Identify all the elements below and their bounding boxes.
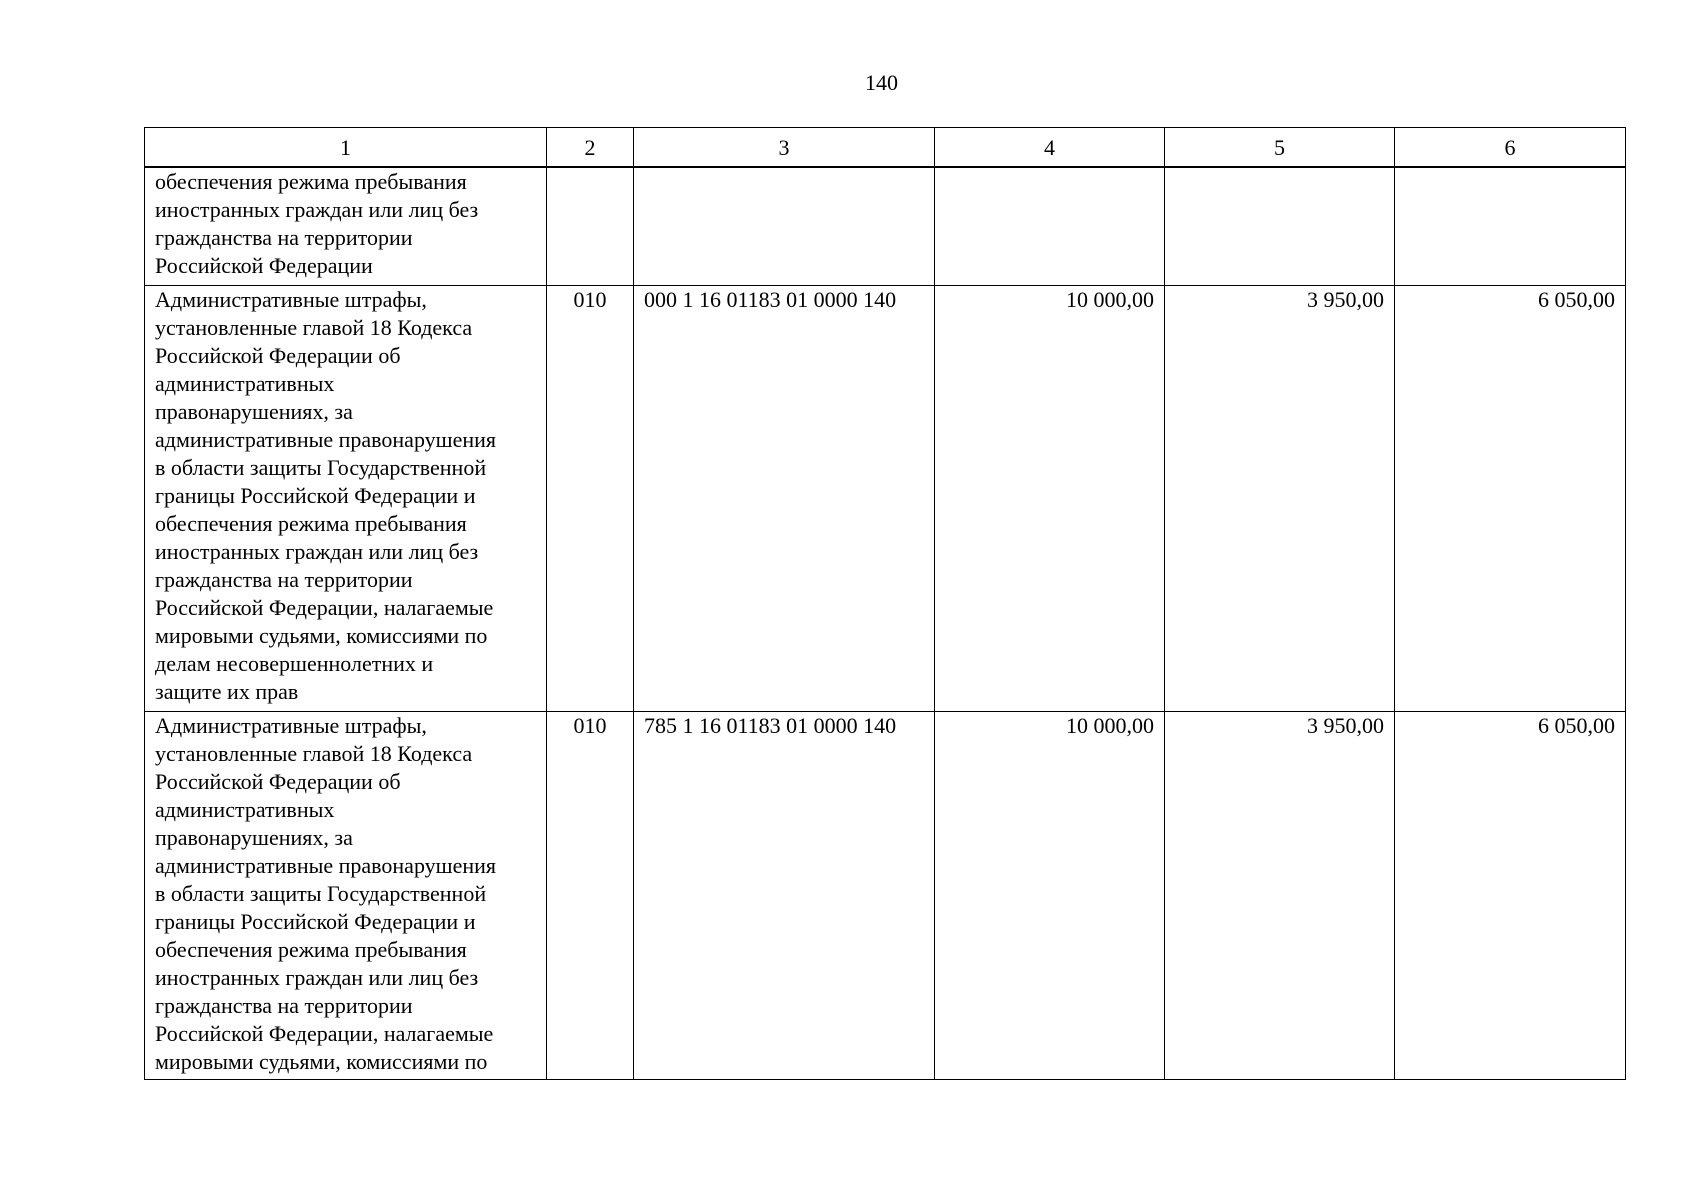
unexecuted-amount-cell: 6 050,00 xyxy=(1395,712,1626,1080)
approved-amount-cell: 10 000,00 xyxy=(935,286,1165,712)
revenue-name-line: правонарушениях, за xyxy=(155,399,353,424)
revenue-name-line: гражданства на территории xyxy=(155,225,413,250)
revenue-name-line: иностранных граждан или лиц без xyxy=(155,197,479,222)
revenue-name-line: иностранных граждан или лиц без xyxy=(155,965,479,990)
revenue-name-line: административные правонарушения xyxy=(155,853,497,878)
revenue-name-line: Административные штрафы, xyxy=(155,287,427,312)
budget-code-cell: 785 1 16 01183 01 0000 140 xyxy=(634,712,935,1080)
header-cell-2: 2 xyxy=(547,128,634,168)
line-code-cell: 010 xyxy=(547,712,634,1080)
budget-table xyxy=(144,127,1626,1080)
revenue-name-line: границы Российской Федерации и xyxy=(155,909,476,934)
table-row xyxy=(145,712,1626,1080)
header-cell-3: 3 xyxy=(634,128,935,168)
revenue-name-line: защите их прав xyxy=(155,679,299,704)
revenue-name-line: правонарушениях, за xyxy=(155,825,353,850)
budget-code-cell xyxy=(634,167,935,286)
header-cell-4: 4 xyxy=(935,128,1165,168)
revenue-name-line: обеспечения режима пребывания xyxy=(155,169,467,194)
executed-amount-cell: 3 950,00 xyxy=(1165,286,1395,712)
revenue-name-line: гражданства на территории xyxy=(155,993,413,1018)
revenue-name-line: административные правонарушения xyxy=(155,427,497,452)
executed-amount-cell: 3 950,00 xyxy=(1165,712,1395,1080)
revenue-name-line: административных xyxy=(155,797,335,822)
table-row xyxy=(145,167,1626,286)
approved-amount-cell xyxy=(935,167,1165,286)
revenue-name-line: Российской Федерации xyxy=(155,253,373,278)
unexecuted-amount-cell: 6 050,00 xyxy=(1395,286,1626,712)
table-row xyxy=(145,286,1626,712)
line-code-cell xyxy=(547,167,634,286)
revenue-name-cell xyxy=(145,286,547,712)
revenue-name-line: обеспечения режима пребывания xyxy=(155,511,467,536)
revenue-name-line: мировыми судьями, комиссиями по xyxy=(155,1049,488,1074)
table-body xyxy=(145,167,1626,1080)
unexecuted-amount-cell xyxy=(1395,167,1626,286)
revenue-name-line: Российской Федерации об xyxy=(155,769,401,794)
revenue-name-cell xyxy=(145,712,547,1080)
header-cell-5: 5 xyxy=(1165,128,1395,168)
revenue-name-line: иностранных граждан или лиц без xyxy=(155,539,479,564)
revenue-name-line: гражданства на территории xyxy=(155,567,413,592)
header-row xyxy=(145,128,1626,168)
revenue-name-line: делам несовершеннолетних и xyxy=(155,651,434,676)
revenue-name-line: в области защиты Государственной xyxy=(155,881,487,906)
revenue-name-line: Административные штрафы, xyxy=(155,713,427,738)
revenue-name-line: установленные главой 18 Кодекса xyxy=(155,741,473,766)
revenue-name-line: установленные главой 18 Кодекса xyxy=(155,315,473,340)
revenue-name-line: Российской Федерации, налагаемые xyxy=(155,595,494,620)
revenue-name-line: границы Российской Федерации и xyxy=(155,483,476,508)
revenue-name-cell xyxy=(145,167,547,286)
revenue-name-line: обеспечения режима пребывания xyxy=(155,937,467,962)
budget-code-cell: 000 1 16 01183 01 0000 140 xyxy=(634,286,935,712)
header-cell-6: 6 xyxy=(1395,128,1626,168)
approved-amount-cell: 10 000,00 xyxy=(935,712,1165,1080)
revenue-name-line: Российской Федерации об xyxy=(155,343,401,368)
revenue-name-line: мировыми судьями, комиссиями по xyxy=(155,623,488,648)
revenue-name-line: административных xyxy=(155,371,335,396)
table-header xyxy=(145,128,1626,168)
executed-amount-cell xyxy=(1165,167,1395,286)
revenue-name-line: в области защиты Государственной xyxy=(155,455,487,480)
line-code-cell: 010 xyxy=(547,286,634,712)
revenue-name-line: Российской Федерации, налагаемые xyxy=(155,1021,494,1046)
page-number: 140 xyxy=(865,70,898,95)
header-cell-1: 1 xyxy=(145,128,547,168)
